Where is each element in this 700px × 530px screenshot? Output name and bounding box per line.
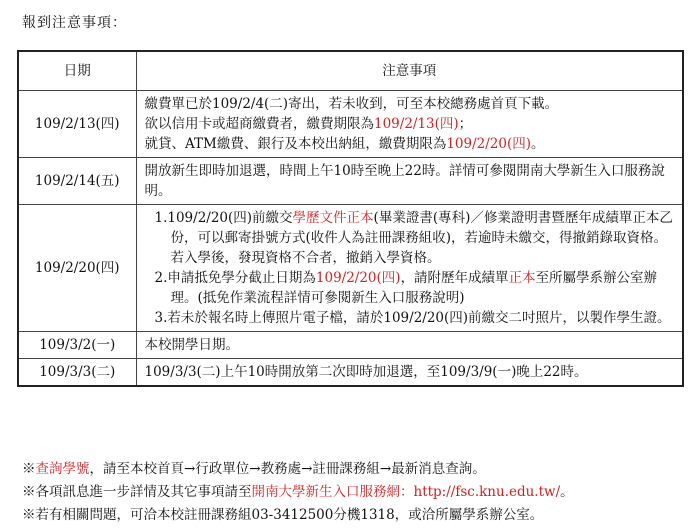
notice-table xyxy=(17,50,684,387)
row-date: 109/2/14(五) xyxy=(18,158,136,205)
document-highlight: 學歷文件正本 xyxy=(292,210,374,226)
deadline-highlight: 109/2/13(四) xyxy=(374,116,459,132)
footnote-student-id xyxy=(22,458,574,481)
student-id-query-link[interactable]: 查詢學號 xyxy=(35,461,90,477)
note-item xyxy=(145,268,675,308)
deadline-highlight: 109/2/20(四) xyxy=(315,270,401,286)
row-date: 109/3/3(二) xyxy=(18,359,136,387)
footnote-portal xyxy=(22,481,574,504)
deadline-highlight: 109/2/20(四) xyxy=(446,136,532,152)
header-notes: 注意事項 xyxy=(136,51,683,91)
freshman-portal-link[interactable]: 開南大學新生入口服務網：http://fsc.knu.edu.tw/ xyxy=(251,484,561,500)
note-line xyxy=(145,114,675,134)
note-text: 。 xyxy=(531,136,545,152)
table-row xyxy=(18,91,683,158)
footnotes xyxy=(22,458,574,527)
note-text: ，請至本校首頁→行政單位→教務處→註冊課務組→最新消息查詢。 xyxy=(89,461,486,477)
row-notes: 開放新生即時加退選，時間上午10時至晚上22時。詳情可參閱開南大學新生入口服務說明。 xyxy=(136,158,683,205)
original-highlight: 正本 xyxy=(508,270,536,286)
note-line xyxy=(145,134,675,154)
table-row xyxy=(18,158,683,205)
note-text: 就貸、ATM繳費、銀行及本校出納組，繳費期限為 xyxy=(144,136,447,152)
table-header-row xyxy=(18,51,683,91)
table-row xyxy=(18,359,683,387)
row-date: 109/2/20(四) xyxy=(18,205,136,332)
row-date: 109/2/13(四) xyxy=(18,91,136,158)
note-item: 3.若未於報名時上傳照片電子檔，請於109/2/20(四)前繳交二吋照片，以製作學生證。 xyxy=(154,310,671,326)
note-mark: ※ xyxy=(22,461,36,477)
note-text: 。 xyxy=(560,484,574,500)
note-text: 欲以信用卡或超商繳費者，繳費期限為 xyxy=(144,116,374,132)
row-notes: 本校開學日期。 xyxy=(136,332,683,359)
row-notes xyxy=(136,91,683,158)
page-heading: 報到注意事項： xyxy=(22,15,127,31)
note-text: (畢業證書(專科)／修業證明書暨歷年成績單正本乙份，可以郵寄掛號方式(收件人為註冊課務組收)，若逾時未繳交，得撤銷錄取資格。若入學後，發現資格不合者，撤銷入學資格。 xyxy=(170,210,673,266)
footnote-contact: ※若有相關問題，可洽本校註冊課務組03-3412500分機1318，或洽所屬學系辦公室。 xyxy=(22,507,544,523)
table-row xyxy=(18,205,683,332)
table-row xyxy=(18,332,683,359)
note-text: 至所屬學系辦公室辦理。(抵免作業流程詳情可參閱新生入口服務說明) xyxy=(170,270,658,306)
note-line: 繳費單已於109/2/4(二)寄出，若未收到，可至本校總務處首頁下載。 xyxy=(144,96,559,112)
note-text: ※各項訊息進一步詳情及其它事項請至 xyxy=(22,484,252,500)
note-item xyxy=(145,208,675,268)
row-date: 109/3/2(一) xyxy=(18,332,136,359)
note-text: 2.申請抵免學分截止日期為 xyxy=(154,270,316,286)
header-date: 日期 xyxy=(18,51,136,91)
note-text: 1.109/2/20(四)前繳交 xyxy=(154,210,293,226)
row-notes: 109/3/3(二)上午10時開放第二次即時加退選，至109/3/9(一)晚上22時。 xyxy=(136,359,683,387)
note-text: ； xyxy=(458,116,473,132)
note-text: ，請附歷年成績單 xyxy=(400,270,509,286)
row-notes xyxy=(136,205,683,332)
